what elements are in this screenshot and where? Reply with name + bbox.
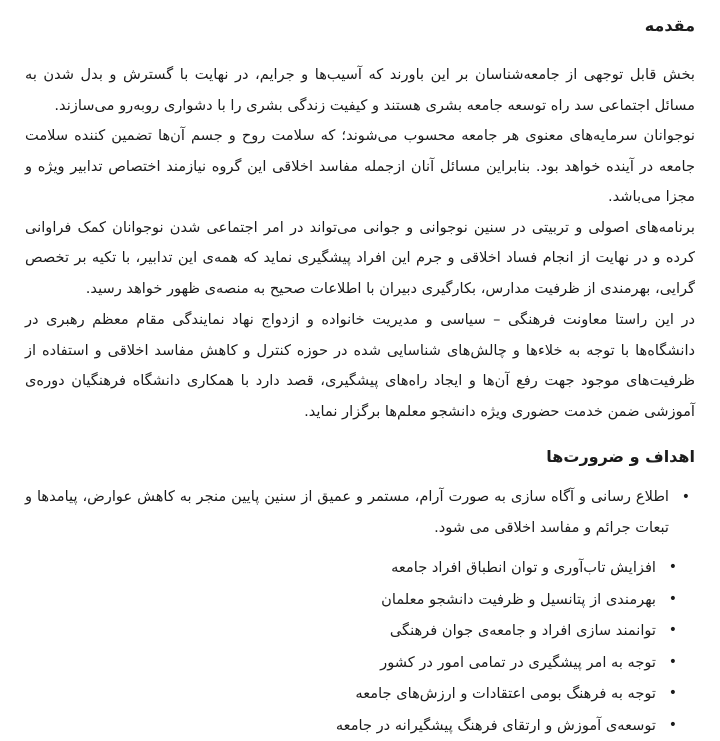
goals-main-bullet-item bbox=[25, 482, 695, 543]
goal-sub-item-text: بهرمندی از پتانسیل و ظرفیت دانشجو معلمان bbox=[381, 591, 656, 608]
goal-sub-item-6 bbox=[25, 710, 682, 741]
goals-main-bullet-text: اطلاع رسانی و آگاه سازی به صورت آرام، مستمر و عمیق از سنین پایین منجر به کاهش عوارض، پیامدها و تبعات جرائم و مفاسد اخلاقی می شود. bbox=[25, 488, 669, 536]
goal-sub-item-2 bbox=[25, 584, 682, 616]
bullet-icon: • bbox=[669, 584, 677, 616]
bullet-icon: • bbox=[669, 552, 677, 584]
goal-sub-item-text: توسعه‌ی آموزش و ارتقای فرهنگ پیشگیرانه در جامعه bbox=[336, 717, 656, 734]
goal-sub-item-text: توجه به فرهنگ بومی اعتقادات و ارزش‌های جامعه bbox=[355, 685, 656, 702]
bullet-icon: • bbox=[682, 482, 690, 513]
goal-sub-item-3 bbox=[25, 615, 682, 647]
intro-paragraph-1: بخش قابل توجهی از جامعه‌شناسان بر این باورند که آسیب‌ها و جرایم، در نهایت با گسترش و بدل شدن به مسائل اجتماعی سد راه توسعه جامعه بشری هستند و کیفیت زندگی بشری را با دشواری روبه‌رو می‌سازند. bbox=[25, 60, 695, 121]
intro-paragraph-3: برنامه‌های اصولی و تربیتی در سنین نوجوانی و جوانی می‌تواند در امر اجتماعی شدن نوجوانان کمک فراوانی کرده و در نهایت از انجام فساد اخلاقی و جرم این افراد پیشگیری نماید که همه‌ی این تدابیر، با تکیه بر تخصص گرایی، بهرمندی از ظرفیت مدارس، بکارگیری دبیران با اطلاعات صحیح به منصه‌ی ظهور خواهد رسید. bbox=[25, 213, 695, 305]
goal-sub-item-text: توجه به امر پیشگیری در تمامی امور در کشور bbox=[380, 654, 656, 671]
intro-paragraph-2: نوجوانان سرمایه‌های معنوی هر جامعه محسوب می‌شوند؛ که سلامت روح و جسم آن‌ها تضمین کننده سلامت جامعه در آینده خواهد بود. بنابراین مسائل آنان ازجمله مفاسد اخلاقی این گروه نیازمند اختصاص تدابیر ویژه و مجزا می‌باشد. bbox=[25, 121, 695, 213]
goals-sub-bullet-list bbox=[25, 552, 682, 741]
intro-heading: مقدمه bbox=[25, 15, 695, 37]
goal-sub-item-1 bbox=[25, 552, 682, 584]
bullet-icon: • bbox=[669, 710, 677, 741]
goal-sub-item-4 bbox=[25, 647, 682, 679]
goal-sub-item-text: توانمند سازی افراد و جامعه‌ی جوان فرهنگی bbox=[390, 622, 656, 639]
intro-paragraph-4: در این راستا معاونت فرهنگی – سیاسی و مدیریت خانواده و ازدواج نهاد نمایندگی مقام معظم رهبری در دانشگاه‌ها با توجه به خلاءها و چالش‌های شناسایی شده در حوزه کنترل و کاهش مفاسد اخلاقی و استفاده از ظرفیت‌های موجود جهت رفع آن‌ها و ایجاد راه‌های پیشگیری، قصد دارد با همکاری دانشگاه فرهنگیان دوره‌ی آموزشی ضمن خدمت حضوری ویژه دانشجو معلم‌ها برگزار نماید. bbox=[25, 305, 695, 427]
bullet-icon: • bbox=[669, 678, 677, 710]
goals-heading: اهداف و ضرورت‌ها bbox=[25, 446, 695, 468]
bullet-icon: • bbox=[669, 647, 677, 679]
bullet-icon: • bbox=[669, 615, 677, 647]
goal-sub-item-text: افزایش تاب‌آوری و توان انطباق افراد جامعه bbox=[391, 559, 656, 576]
goal-sub-item-5 bbox=[25, 678, 682, 710]
goals-bullet-list bbox=[25, 482, 695, 543]
